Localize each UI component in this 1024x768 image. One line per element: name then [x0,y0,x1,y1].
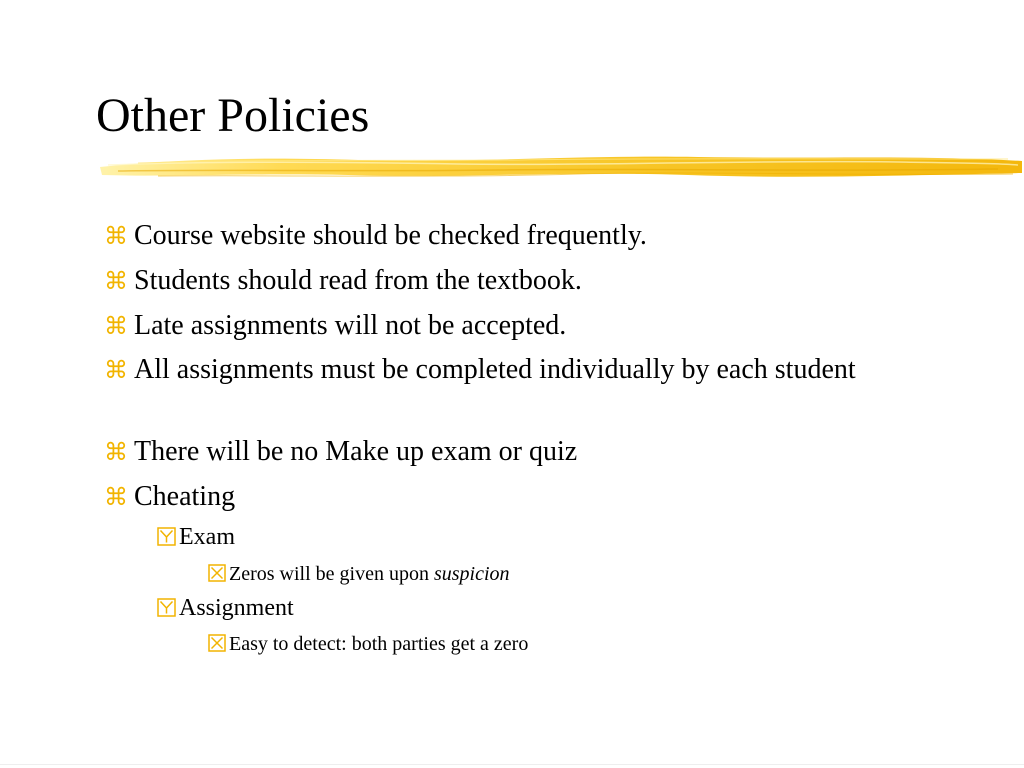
bullet-text: Cheating [134,481,236,512]
cross-box-icon [208,564,226,582]
command-icon: ⌘ [104,312,128,340]
sub-sub-bullet-text [229,561,510,587]
sub-sub-bullet-easy-to-detect [208,631,528,657]
command-icon: ⌘ [104,267,128,295]
command-icon: ⌘ [104,356,128,384]
bullet-text: All assignments must be completed individually by each student [134,354,856,385]
sub-sub-bullet-zeros [208,561,510,587]
highlighter-brush-stroke [98,145,1024,191]
bullet-text: Course website should be checked frequently. [134,220,647,251]
bullet-item-2 [104,263,582,299]
bullet-item-6 [104,479,235,515]
slide-bottom-divider [0,764,1024,765]
check-box-icon [157,527,176,546]
command-icon: ⌘ [104,438,128,466]
bullet-item-5 [104,434,577,470]
bullet-item-3 [104,308,566,344]
bullet-text: Students should read from the textbook. [134,265,582,296]
sub-bullet-text: Assignment [179,595,294,621]
sub-bullet-exam [157,522,235,552]
command-icon: ⌘ [104,222,128,250]
zeros-text: Zeros will be given upon [229,563,434,585]
bullet-item-4 [104,352,924,388]
sub-bullet-text: Exam [179,524,235,550]
suspicion-emphasis: suspicion [433,563,510,585]
command-icon: ⌘ [104,483,128,511]
bullet-text: Late assignments will not be accepted. [134,310,567,341]
bullet-item-1 [104,218,647,254]
sub-bullet-assignment [157,593,294,623]
slide-title: Other Policies [96,89,370,142]
cross-box-icon [208,634,226,652]
check-box-icon [157,598,176,617]
sub-sub-bullet-text: Easy to detect: both parties get a zero [229,633,529,655]
bullet-text: There will be no Make up exam or quiz [134,436,578,467]
